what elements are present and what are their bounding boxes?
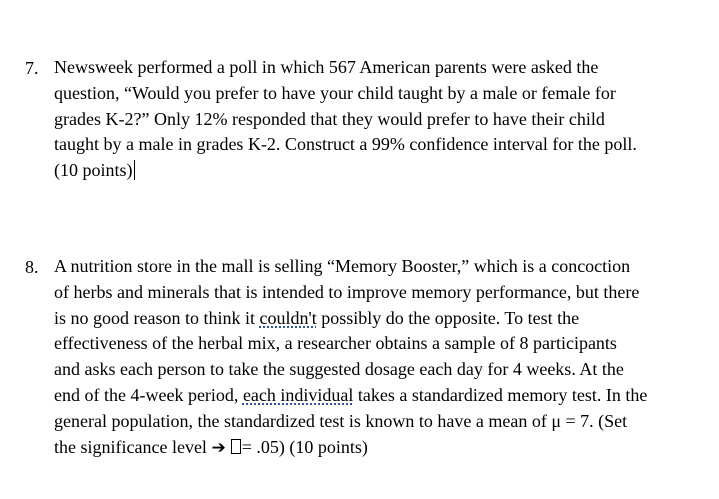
question-8-line [54,306,719,332]
question-8-line: of herbs and minerals that is intended to improve memory performance, but there [54,281,640,302]
question-8-line [54,435,719,461]
question-7-text[interactable] [54,55,719,184]
question-7-line: Newsweek performed a poll in which 567 American parents were asked the [54,57,599,77]
question-8-text[interactable] [54,254,719,460]
spellcheck-flagged-phrase[interactable]: each individual [242,384,354,405]
text-cursor [134,160,136,180]
missing-glyph-box-icon [231,439,241,454]
spellcheck-flagged-word[interactable]: couldn't [259,307,317,328]
arrow-right-icon: ➔ [211,437,226,458]
question-8-number: 8. [25,257,39,277]
question-7-line: taught by a male in grades K-2. Construct a 99% confidence interval for the poll. [54,134,637,155]
question-8-line: A nutrition store in the mall is selling “Memory Booster,” which is a concoction [54,256,631,276]
question-8-line: general population, the standardized test is known to have a mean of μ = 7. (Set [54,410,628,431]
question-8-text-segment: end of the 4-week period, [54,384,243,405]
question-8-line: and asks each person to take the suggested dosage each day for 4 weeks. At the [54,359,624,380]
question-8-line: effectiveness of the herbal mix, a researcher obtains a sample of 8 participants [54,333,617,354]
question-8-text-segment: = .05) (10 points) [241,436,368,457]
question-8-text-segment: possibly do the opposite. To test the [316,307,580,328]
question-7-number: 7. [25,58,39,78]
question-8-text-segment: takes a standardized memory test. In the [353,384,648,405]
question-8-text-segment: is no good reason to think it [54,307,260,328]
question-7-line-last [54,158,719,184]
question-8-line [54,383,719,409]
question-7-line: grades K-2?” Only 12% responded that they would prefer to have their child [54,108,605,129]
question-7-line: question, “Would you prefer to have your child taught by a male or female for [54,82,616,103]
question-7-points: (10 points) [54,160,133,181]
question-8-text-segment: the significance level [54,436,212,457]
